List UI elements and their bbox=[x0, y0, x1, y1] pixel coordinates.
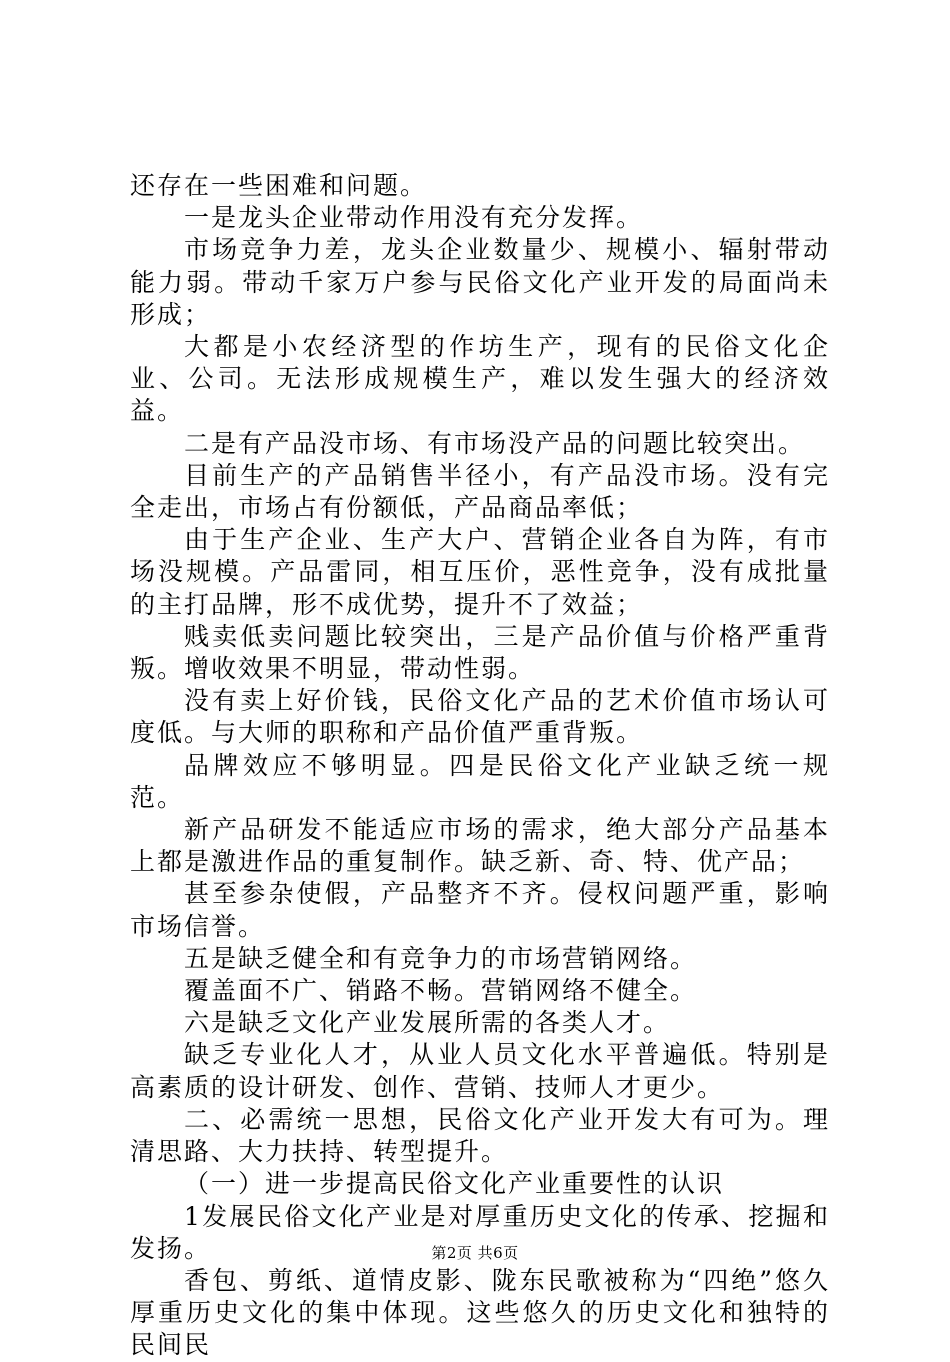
paragraph: 香包、剪纸、道情皮影、陇东民歌被称为“四绝”悠久厚重历史文化的集中体现。这些悠久的历史文化和独特的民间民 bbox=[130, 1265, 830, 1360]
paragraph: 大都是小农经济型的作坊生产，现有的民俗文化企业、公司。无法形成规模生产，难以发生强大的经济效益。 bbox=[130, 332, 830, 426]
page-number-label: 第2页 共6页 bbox=[431, 1244, 519, 1262]
paragraph: 二是有产品没市场、有市场没产品的问题比较突出。 bbox=[184, 428, 806, 458]
page-footer bbox=[0, 1243, 950, 1263]
paragraph: 二、必需统一思想，民俗文化产业开发大有可为。理清思路、大力扶持、转型提升。 bbox=[130, 1104, 830, 1167]
paragraph: 1发展民俗文化产业是对厚重历史文化的传承、挖掘和发扬。 bbox=[130, 1201, 830, 1263]
paragraph: 甚至参杂使假，产品整齐不齐。侵权问题严重，影响市场信誉。 bbox=[130, 879, 830, 941]
paragraph: 新产品研发不能适应市场的需求，绝大部分产品基本上都是激进作品的重复制作。缺乏新、奇、特、优产品； bbox=[130, 815, 830, 877]
paragraph: 市场竞争力差，龙头企业数量少、规模小、辐射带动能力弱。带动千家万户参与民俗文化产业开发的局面尚未形成； bbox=[130, 235, 830, 329]
paragraph: 缺乏专业化人才，从业人员文化水平普遍低。特别是高素质的设计研发、创作、营销、技师人才更少。 bbox=[130, 1040, 830, 1102]
paragraph: 由于生产企业、生产大户、营销企业各自为阵，有市场没规模。产品雷同，相互压价，恶性竞争，没有成批量的主打品牌，形不成优势，提升不了效益； bbox=[130, 525, 830, 619]
paragraph: 五是缺乏健全和有竞争力的市场营销网络。 bbox=[184, 943, 698, 973]
document-body bbox=[130, 170, 830, 1362]
section-heading: （一）进一步提高民俗文化产业重要性的认识 bbox=[184, 1169, 725, 1199]
paragraph: 品牌效应不够明显。四是民俗文化产业缺乏统一规范。 bbox=[130, 750, 830, 812]
paragraph: 贱卖低卖问题比较突出，三是产品价值与价格严重背叛。增收效果不明显，带动性弱。 bbox=[130, 621, 830, 684]
paragraph: 目前生产的产品销售半径小，有产品没市场。没有完全走出，市场占有份额低，产品商品率低； bbox=[130, 460, 830, 523]
paragraph: 覆盖面不广、销路不畅。营销网络不健全。 bbox=[184, 976, 698, 1006]
paragraph: 一是龙头企业带动作用没有充分发挥。 bbox=[184, 203, 644, 233]
paragraph: 还存在一些困难和问题。 bbox=[130, 171, 428, 200]
paragraph: 六是缺乏文化产业发展所需的各类人才。 bbox=[184, 1008, 671, 1038]
paragraph: 没有卖上好价钱，民俗文化产品的艺术价值市场认可度低。与大师的职称和产品价值严重背叛。 bbox=[130, 686, 830, 748]
